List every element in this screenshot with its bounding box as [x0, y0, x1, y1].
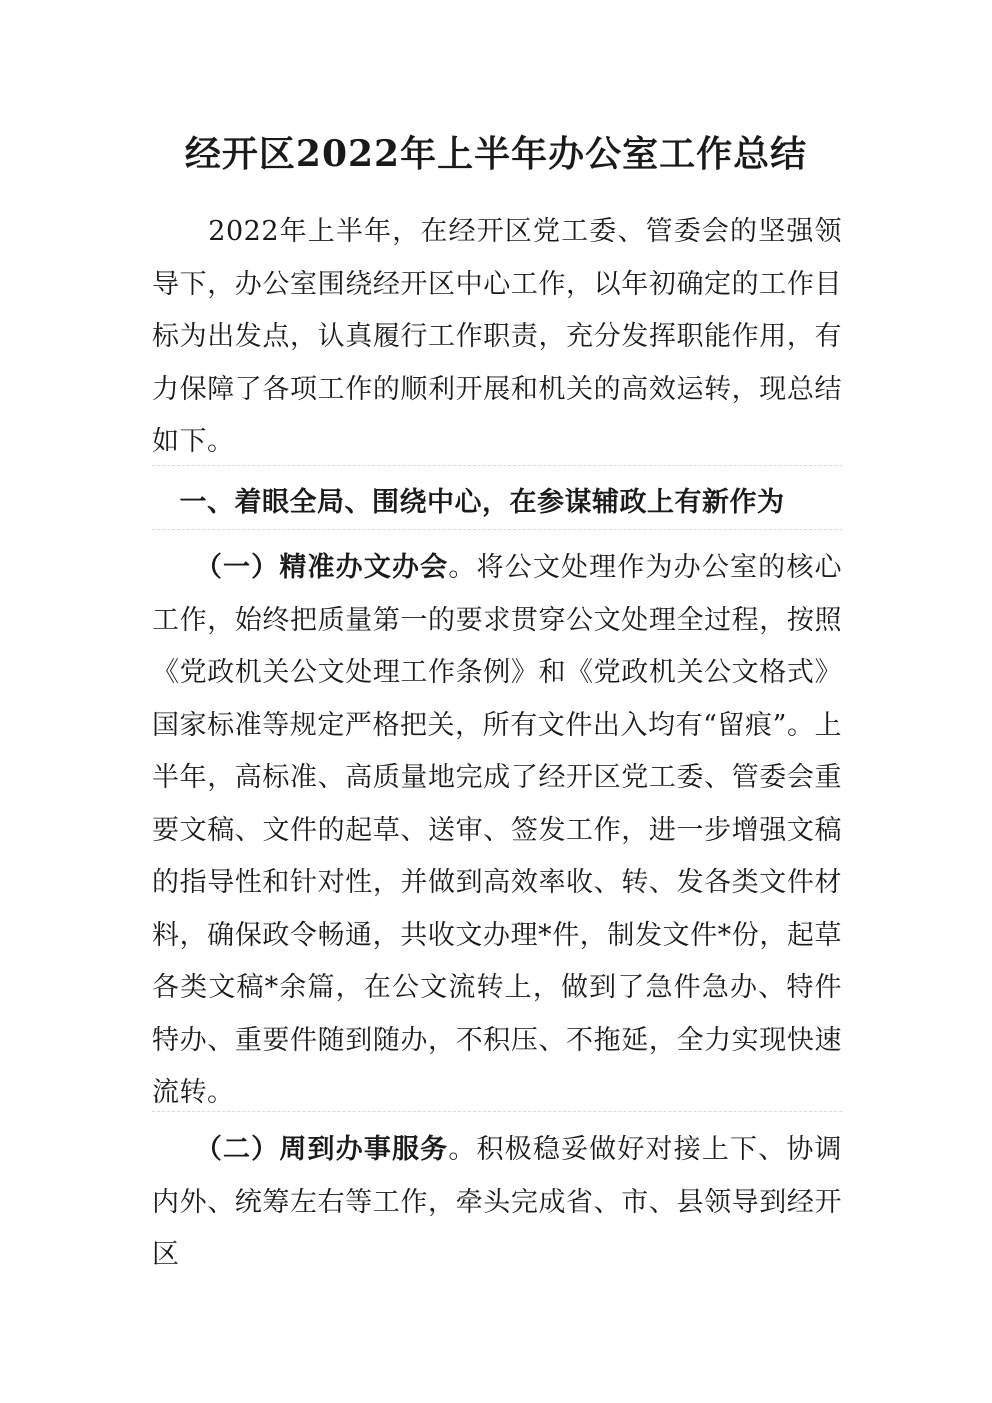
- intro-paragraph: 2022年上半年，在经开区党工委、管委会的坚强领导下，办公室围绕经开区中心工作，以年初确定的工作目标为出发点，认真履行工作职责，充分发挥职能作用，有力保障了各项工作的顺利开展和机关的高效运转，现总结如下。: [152, 216, 842, 457]
- subsection-heading-1: （一）精准办文办会: [208, 552, 449, 583]
- subsection-body-1: 。将公文处理作为办公室的核心工作，始终把质量第一的要求贯穿公文处理全过程，按照《党政机关公文处理工作条例》和《党政机关公文格式》国家标准等规定严格把关，所有文件出入均有“留痕”。上半年，高标准、高质量地完成了经开区党工委、管委会重要文稿、文件的起草、送审、签发工作，进一步增强文稿的指导性和针对性，并做到高效率收、转、发各类文件材料，确保政令畅通，共收文办理*件，制发文件*份，起草各类文稿*余篇，在公文流转上，做到了急件急办、特件特办、重要件随到随办，不积压、不拖延，全力实现快速流转。: [152, 552, 843, 1108]
- subsection-paragraph-2: [152, 1124, 842, 1282]
- subsection-heading-2: （二）周到办事服务: [208, 1134, 449, 1165]
- section-heading-1: 一、着眼全局、围绕中心，在参谋辅政上有新作为: [152, 487, 785, 518]
- section-divider: [152, 465, 842, 466]
- section-divider: [152, 529, 842, 530]
- section-divider: [152, 1111, 842, 1112]
- subsection-body-2: 。积极稳妥做好对接上下、协调内外、统筹左右等工作，牵头完成省、市、县领导到经开区: [152, 1134, 843, 1270]
- subsection-paragraph-1: [152, 542, 842, 1120]
- document-title: 经开区2022年上半年办公室工作总结: [184, 133, 808, 175]
